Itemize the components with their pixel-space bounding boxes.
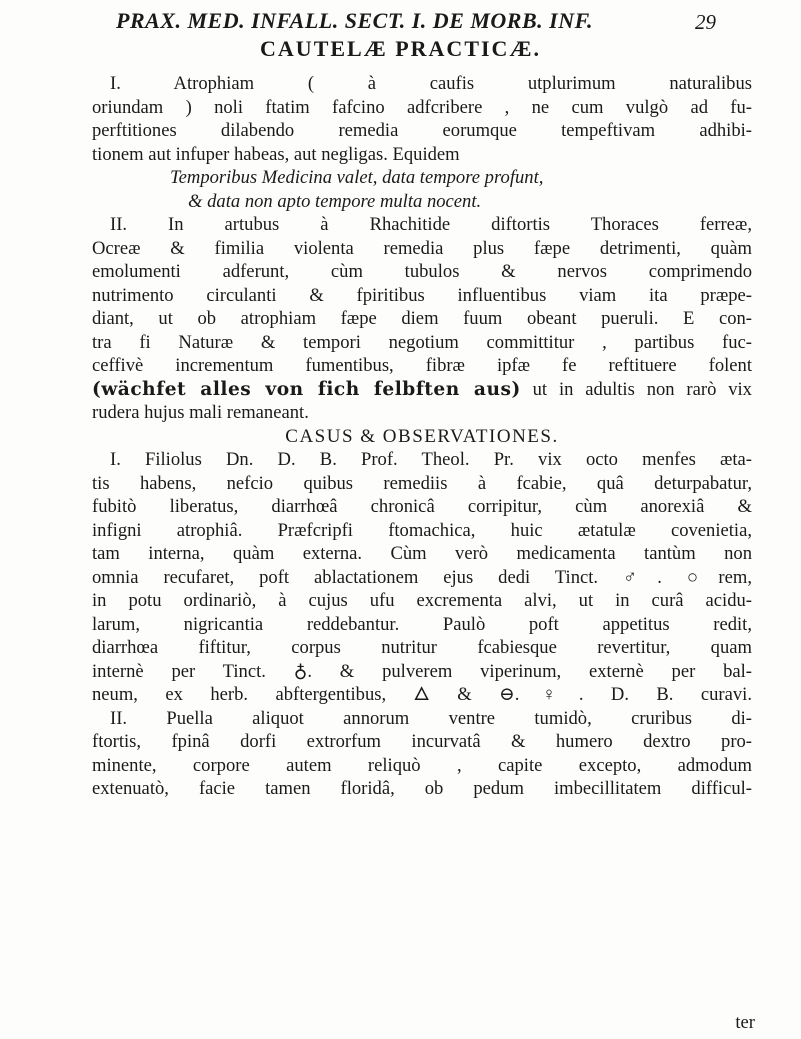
text-line: perftitiones dilabendo remedia eorumque tempeftivam adhibi- [92,120,752,141]
text-line: tra fi Naturæ & tempori negotium committitur , partibus fuc- [92,331,752,353]
catchword: ter [735,1012,755,1033]
text-line: emolumenti adferunt, cùm tubulos & nervos comprimendo [92,261,752,282]
body-text [92,72,752,801]
casus-heading: CASUS & OBSERVATIONES. [285,425,559,447]
text-line: rudera hujus mali remaneant. [92,402,309,423]
page-number: 29 [695,10,716,34]
text-line-german [92,378,752,402]
text-line: oriundam ) noli ftatim fafcino adfcribere , ne cum vulgò ad fu- [92,96,752,118]
text-line: II. In artubus à Rhachitide diftortis Thoraces ferreæ, [110,214,752,235]
text-line: larum, nigricantia reddebantur. Paulò poft appetitus redit, [92,613,752,635]
text-line: nutrimento circulanti & fpiritibus influentibus viam ita præpe- [92,284,752,306]
text-line: diant, ut ob atrophiam fæpe diem fuum obeant pueruli. E con- [92,308,752,329]
text-line: I. Filiolus Dn. D. B. Prof. Theol. Pr. vix octo menfes æta- [110,449,752,470]
text-line: II. Puella aliquot annorum ventre tumidò, cruribus di- [110,707,752,729]
text-line: ftortis, fpinâ dorfi extrorfum incurvatâ & humero dextro pro- [92,731,752,752]
text-line: minente, corpore autem reliquò , capite excepto, admodum [92,754,752,776]
text-line: fubitò liberatus, diarrhœâ chronicâ corripitur, cùm anorexiâ & [92,496,752,517]
text-line: infigni atrophiâ. Præfcripfi ftomachica, huic ætatulæ covenietia, [92,519,752,541]
german-phrase: (wächfet alles von fich felbften aus) [92,378,521,400]
verse-line: Temporibus Medicina valet, data tempore profunt, [170,167,544,188]
text-fragment: ut in adultis non rarò vix [532,378,752,400]
text-line: diarrhœa fiftitur, corpus nutritur fcabiesque revertitur, quam [92,637,752,658]
text-line: I. Atrophiam ( à caufis utplurimum naturalibus [110,73,752,94]
text-line: in potu ordinariò, à cujus ufu excrementa alvi, ut in curâ acidu- [92,590,752,611]
text-line: ceffivè incrementum fumentibus, fibræ ipfæ fe reftituere folent [92,355,752,376]
text-line: tam interna, quàm externa. Cùm verò medicamenta tantùm non [92,543,752,564]
text-line: tis habens, nefcio quibus remediis à fcabie, quâ deturpabatur, [92,472,752,494]
page-header [116,8,716,38]
text-line: internè per Tinct. ♁. & pulverem viperinum, externè per bal- [92,660,752,682]
verse-line: & data non apto tempore multa nocent. [188,190,482,212]
casus-2 [92,707,752,801]
cautela-2 [92,213,752,425]
running-head: PRAX. MED. INFALL. SECT. I. DE MORB. INF. [116,8,593,33]
section-title: CAUTELÆ PRACTICÆ. [260,36,541,61]
text-line: Ocreæ & fimilia violenta remedia plus fæpe detrimenti, quàm [92,237,752,259]
cautela-1 [92,72,752,213]
text-line: extenuatò, facie tamen floridâ, ob pedum imbecillitatem difficul- [92,778,752,799]
text-line: tionem aut infuper habeas, aut negligas. Equidem [92,143,460,165]
casus-1 [92,448,752,707]
text-line: omnia recufaret, poft ablactationem ejus dedi Tinct. ♂. ○rem, [92,566,752,588]
text-line: neum, ex herb. abftergentibus, 🜂 & ⊖.♀. D. B. curavi. [92,684,752,705]
